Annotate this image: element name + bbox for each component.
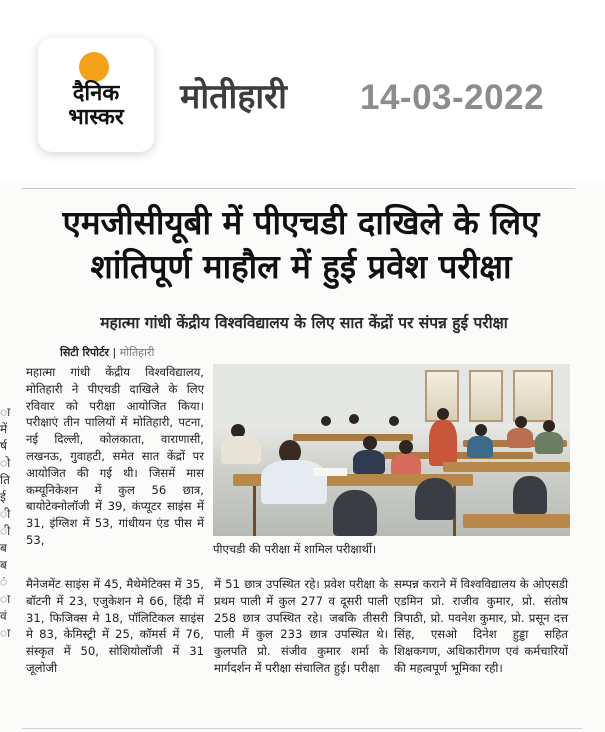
news-clipping — [0, 180, 605, 732]
photo-desk — [443, 462, 570, 472]
edge-fragment: ो — [0, 456, 11, 470]
edge-fragment: ं — [0, 575, 8, 589]
photo-person — [535, 432, 563, 454]
edge-fragment: ब — [0, 558, 7, 572]
edge-fragment: ी — [0, 507, 11, 521]
article-column-3 — [394, 576, 568, 677]
bottom-divider — [22, 728, 582, 729]
photo-person — [507, 428, 533, 448]
photo-chair — [333, 490, 377, 536]
photo-chair — [415, 478, 455, 520]
byline-separator: | — [112, 346, 117, 359]
edge-fragment: ा — [0, 626, 11, 640]
photo-desk — [293, 434, 413, 441]
edge-fragment: ति — [0, 473, 10, 487]
photo-person — [515, 416, 527, 428]
headline-line1: एमजीसीयूबी में पीएचडी दाखिले के लिए — [62, 203, 540, 242]
edition-date: 14-03-2022 — [360, 78, 545, 117]
headline-line2: शांतिपूर्ण माहौल में हुई प्रवेश परीक्षा — [90, 247, 512, 286]
byline-reporter: सिटी रिपोर्टर — [60, 346, 109, 359]
edge-fragment: ी — [0, 524, 11, 538]
edge-fragment: में — [0, 422, 8, 436]
photo-person — [467, 436, 493, 458]
photo-person — [391, 454, 421, 476]
photo-caption: पीएचडी की परीक्षा में शामिल परीक्षार्थी। — [213, 542, 377, 556]
photo-person — [363, 436, 377, 450]
edition-city: मोतीहारी — [180, 77, 287, 117]
edge-fragment: र्ष — [0, 439, 7, 453]
photo-person — [221, 436, 261, 464]
photo-person — [543, 420, 555, 432]
photo-candidate — [261, 460, 327, 504]
photo-person — [353, 450, 385, 474]
photo-person — [321, 416, 331, 426]
edge-fragment: ा — [0, 405, 11, 419]
photo-window — [513, 370, 553, 422]
edge-fragment: वं — [0, 609, 7, 623]
logo-text-line1: दैनिक — [72, 81, 120, 106]
logo-sun-icon — [79, 52, 109, 82]
photo-desk — [463, 514, 570, 528]
byline — [60, 346, 154, 360]
adjacent-column-fragments — [0, 180, 22, 732]
byline-place: मोतिहारी — [119, 346, 155, 359]
photo-answer-sheet — [313, 468, 347, 476]
photo-person — [475, 424, 487, 436]
article-column-1-top — [26, 364, 204, 549]
article-paragraph: में 51 छात्र उपस्थित रहे। प्रवेश परीक्षा के प्रथम पाली में कुल 277 व दूसरी पाली 258 छात्र उपस्थित रहे। जबकि तीसरी पाली में कुल 233 छात्र उपस्थित थे। कुलपति प्रो. संजीव कुमार शर्मा के मार्गदर्शन में परीक्षा संचालित हुई। परीक्षा — [214, 577, 388, 675]
exam-hall-photo — [213, 364, 570, 536]
app-header — [0, 0, 605, 180]
photo-standing-invigilator — [429, 420, 457, 466]
photo-chair — [513, 476, 547, 514]
photo-window — [469, 370, 503, 422]
photo-person — [399, 440, 413, 454]
article-paragraph: मैनेजमेंट साइंस में 45, मैथेमेटिक्स में 35, बॉटनी में 23, एजुकेशन मे 66, हिंदी में 31, फिजिक्स मे 18, पॉलिटिकल साइंस मे 83, केमिस्ट्री में 25, कॉमर्स में 76, संस्कृत में 50, सोशियोलॉजी में 31 जूलोजी — [26, 577, 204, 675]
edge-fragment: ई — [0, 490, 6, 504]
subheadline: महात्मा गांधी केंद्रीय विश्वविद्यालय के लिए सात केंद्रों पर संपन्न हुई परीक्षा — [100, 314, 508, 332]
edge-fragment: ब — [0, 541, 7, 555]
logo-text-line2: भास्कर — [68, 105, 124, 130]
article-column-1-bottom — [26, 576, 204, 677]
top-divider — [22, 188, 575, 189]
photo-desk-leg — [253, 486, 256, 536]
article-column-2 — [214, 576, 388, 677]
photo-person — [437, 408, 449, 420]
photo-person — [389, 416, 399, 426]
edge-fragment: ा — [0, 592, 11, 606]
article-paragraph: सम्पन्न कराने में विश्वविद्यालय के ओएसडी एडमिन प्रो. राजीव कुमार, प्रो. संतोष त्रिपाठी, प्रो. पवनेश कुमार, प्रो. प्रसून दत्त सिंह, एसओ दिनेश हुड्डा सहित शिक्षकगण, अधिकारीगण एवं कर्मचारियों की महत्वपूर्ण भूमिका रही। — [394, 577, 568, 675]
photo-person — [349, 414, 359, 424]
article-paragraph: महात्मा गांधी केंद्रीय विश्वविद्यालय, मोतिहारी ने पीएचडी दाखिले के लिए रविवार को परीक्षा आयोजित किया। परीक्षाएं तीन पालियों में मोतिहारी, पटना, नई दिल्ली, कोलकाता, वाराणासी, लखनऊ, गुवाहटी, समेत सात केंद्रों पर आयोजित की गई थी। जिसमें मास कम्यूनिकेशन में कुल 56 छात्र, बायोटेक्नोलॉजी में 39, कंप्यूटर साइंस में 31, इंग्लिश में 53, गांधीयन एंड पीस में 53, — [26, 365, 204, 547]
